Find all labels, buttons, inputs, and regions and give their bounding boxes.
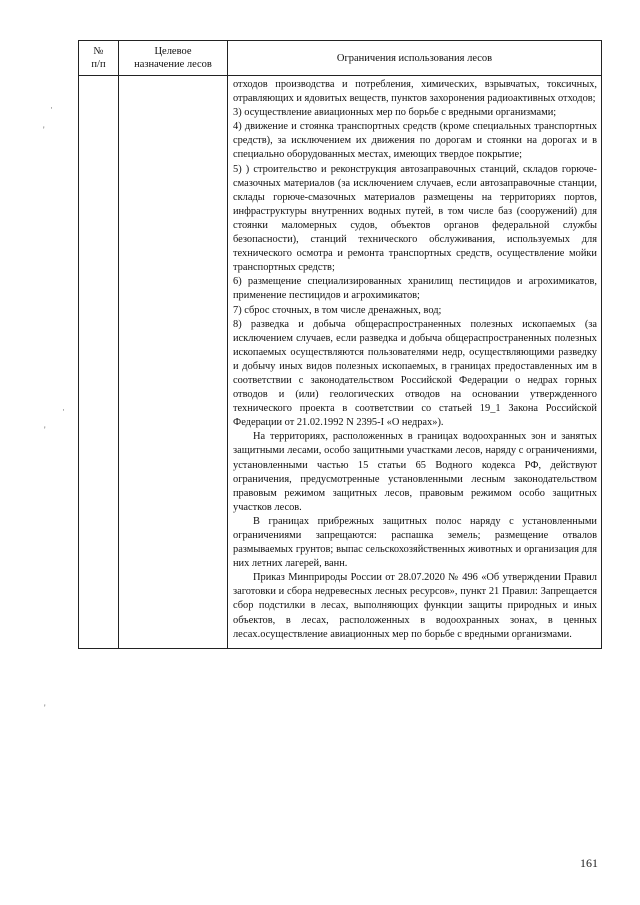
purpose-cell: [119, 76, 228, 649]
header-restrictions: Ограничения использования лесов: [228, 41, 602, 76]
paragraph-order-496: Приказ Минприроды России от 28.07.2020 № 496 «Об утверждении Правил заготовки и сбора недревесных лесных ресурсов», пункт 21 Правил: Запрещается сбор подстилки в лесах, выполняющих функции защиты природных и иных объектов, в лесах, расположенных в водоохранных зонах, в ценных лесах.осуществление авиационных мер по борьбе с вредными организмами.: [233, 572, 597, 640]
list-item: 6) размещение специализированных хранилищ пестицидов и агрохимикатов, применение пестицидов и агрохимикатов;: [233, 276, 597, 302]
scan-mark: ': [44, 703, 46, 713]
header-purpose-line1: Целевое: [154, 46, 192, 57]
restrictions-cell: [228, 76, 602, 649]
list-item: 4) движение и стоянка транспортных средств (кроме специальных транспортных средств), за исключением их движения по дорогам и стоянки на дорогах и в специально оборудованных местах, имеющих твердое покрытие;: [233, 121, 597, 161]
scan-mark: ': [43, 125, 45, 135]
table-row: [79, 76, 602, 649]
header-number-symbol: №: [93, 46, 104, 57]
header-purpose: [119, 41, 228, 76]
list-item: 7) сброс сточных, в том числе дренажных, вод;: [233, 304, 442, 316]
restrictions-table: [78, 40, 602, 649]
paragraph-water-zones: На территориях, расположенных в границах водоохранных зон и занятых защитными лесами, особо защитными участками лесов, наряду с ограничениями, установленными частью 15 статьи 65 Водного кодекса РФ, действуют ограничения, предусмотренные установленными лесным законодательством правовым режимом защитных лесов, правовым режимом особо защитных участков лесов.: [233, 431, 597, 513]
header-number: [79, 41, 119, 76]
scan-mark: ·: [50, 103, 53, 113]
list-item: 3) осуществление авиационных мер по борьбе с вредными организмами;: [233, 107, 557, 119]
list-item: 5) ) строительство и реконструкция автозаправочных станций, складов горюче-смазочных материалов (за исключением случаев, если автозаправочные станции, склады горюче-смазочных материалов размещены на территориях портов, инфраструктуры внутренних водных путей, в том числе баз (сооружений) для стоянки маломерных судов, объектов органов федеральной службы безопасности), станций технического обслуживания, используемых для технического осмотра и ремонта транспортных средств, осуществление мойки транспортных средств;: [233, 163, 597, 274]
table-header-row: [79, 41, 602, 76]
header-purpose-line2: назначение лесов: [134, 59, 212, 70]
page-number: 161: [580, 856, 598, 870]
number-cell: [79, 76, 119, 649]
list-item: 8) разведка и добыча общераспространенных полезных ископаемых (за исключением случаев, если разведка и добыча общераспространенных полезных ископаемых осуществляются пользователями недр, осуществляющими разведку и добычу иных видов полезных ископаемых, в границах предоставленных им в соответствии с законодательством Российской Федерации о недрах горных отводов и (или) геологических отводов на основании утвержденного технического проекта в соответствии со статьей 19_1 Закона Российской Федерации от 21.02.1992 N 2395-I «О недрах»).: [233, 318, 597, 429]
list-item: отходов производства и потребления, химических, взрывчатых, токсичных, отравляющих и ядовитых веществ, пунктов захоронения радиоактивных отходов;: [233, 79, 597, 105]
header-number-abbr: п/п: [91, 59, 106, 70]
scan-mark: ·: [62, 405, 65, 415]
scan-mark: ': [44, 425, 46, 435]
paragraph-coastal-strips: В границах прибрежных защитных полос наряду с установленными ограничениями запрещаются: распашка земель; размещение отвалов размываемых грунтов; выпас сельскохозяйственных животных и организация для них летних лагерей, ванн.: [233, 515, 597, 570]
